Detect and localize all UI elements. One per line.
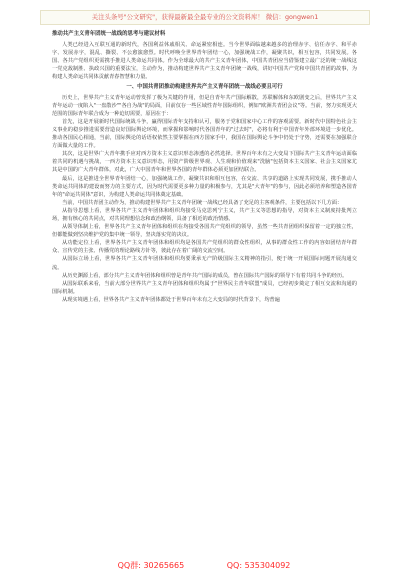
paragraph: 人类已经进入互联互通的新时代，各国利益休戚相关、命运紧密相连。当今世界面临越来越多的治理赤字、信任赤字、和平赤字、发展赤字，混乱、撕裂、不公愈演愈烈。时代呼唤全世界青年团结一心，加强统战工作，凝聚共识，相互包容，共同发展。各国、各共产党组织更需携手推进人类命运共同体。作为全球最大的共产主义青年团体，中国共青团应当借鉴建立最广泛的统一战线这一党克敌制胜、执政兴国的重要法宝，主动作为，推动构建世界共产主义青年团统一战线，讲好中国共产党和中国共青团的故事，为构建人类命运共同体贡献青春智慧和力量。 (52, 42, 357, 81)
document-title: 推动共产主义青年团统一战线的思考与建议材料 (52, 31, 166, 37)
paragraph: 从现实境遇上看，世界各共产主义青年团体都处于世界百年未有之大变局的时代背景下，均普遍 (62, 296, 280, 303)
paragraph: 历史上，世界共产主义青年运动曾发挥了极为关键的作用，但是自青年共产国际解散，苏联解体和东欧剧变之后，世界共产主义青年运动一度陷入"一盘散沙""各自为战"的局面，目前仅存一些区域性青年国际组织，例如"欧洲共青团会议"等。当前，努力实现更大范围的国际青年联合成为一种迫切需要，原因在于： (52, 94, 357, 117)
paragraph: 当前，中国共青团主动作为，推动构建世界共产主义青年团统一战线已经具备了充足的主客观条件，主要包括以下几方面： (62, 199, 343, 206)
section-paragraphs (52, 94, 357, 304)
paragraph: 从功能定位上看，世界各共产主义青年团体和组织均是各国共产党组织的群众性组织，从事的群众性工作的内容如团结青年群众、宣传党的主张、传播党的理论路线方针等，彼此存在着广阔的交流空间。 (52, 240, 357, 255)
paragraph: 从指导思想上看，世界各共产主义青年团体和组织均接受马克思列宁主义，共产主义等思想的指导，对资本主义制度持批判立场，拥有核心的共同点，对共同理想信念和政治纲领，具备了相近的政治情感。 (52, 207, 357, 222)
section-heading: 一、中国共青团推动构建世界共产主义青年团统一战线必要且可行 (126, 84, 283, 91)
qq-group-text: QQ群: 30265665 (117, 561, 185, 570)
document-page (52, 30, 357, 304)
paragraph: 从国际立场上看，世界各共产主义青年团体和组织均要秉承无产阶级国际主义精神的指引，便于统一开展国际问题开展沟通交流。 (52, 256, 357, 271)
paragraph: 其次，这是世界广大青年携手应对西方资本主义意识形态渗透的必然选择。世界百年未有之大变局下国际共产主义青年运动面临着共同的机遇与挑战，一西方资本主义意识形态，用资产阶级世界观、人生观和价值观来"洗脑"包括资本主义国家、社会主义国家尤其是中国的广大青年群体，对此，广大中国青年和世界各国的青年群体必须更加团结联合。 (52, 151, 357, 174)
paragraph: 从领导体制上看，世界各共产主义青年团体和组织在均接受各国共产党组织的领导，虽然一些共青团组织保留着一定的独立性，但都能做到坚决维护党的集中统一领导，坚决落实党的决议。 (52, 224, 357, 239)
intro-paragraphs (52, 41, 357, 81)
footer-contact (0, 560, 408, 571)
paragraph: 从历史渊源上看，部分共产主义青年团体和组织曾是青年共产国际的成员，曾在国际共产国际的领导下有着共同斗争的经历。 (62, 272, 348, 279)
qq-text: QQ: 535304092 (226, 561, 291, 570)
paragraph: 最后，这是推进全世界青年团结一心，加强统战工作，凝聚共识和相互包容，在交流、共享的道路上实现共同发展，携手推动人类命运共同体的建设而努力的主要方式，因为时代需要更多种力量的积极参与，尤其是"大青年"的参与，因此必须培养和塑造各国青年的"命运共同体"意识，为构建人类命运共同体奠定基础。 (52, 175, 357, 198)
paragraph: 首先，这是开展新时代国际统战斗争，赢得国际青年支持和认可，服务于党和国家中心工作的客观需要。新时代中国特色社会主义事业的稳步推进需要营造良好国际舆论环境，而掌握和影响时代各国青年的"过去时"，必将有利于中国青年外部环境进一步优化。推动各国民心相通，当前，国际舆论的话语权依然主要掌握在西方国家手中，我国在国际舆论斗争中仍处于守势，还需要在加强联合方面做大量的工作。 (52, 118, 357, 150)
paragraph: 从国际联系来看，当前大部分世界共产主义青年团体和组织均属于"世界民主青年联盟"成员，已经初步奠定了相互交流和沟通的国际机制。 (52, 280, 357, 295)
header-banner[interactable]: 关注头条号"公文研究"，获得最新最全最专业的公文资料库！ 微信：gongwen1 (40, 10, 370, 25)
